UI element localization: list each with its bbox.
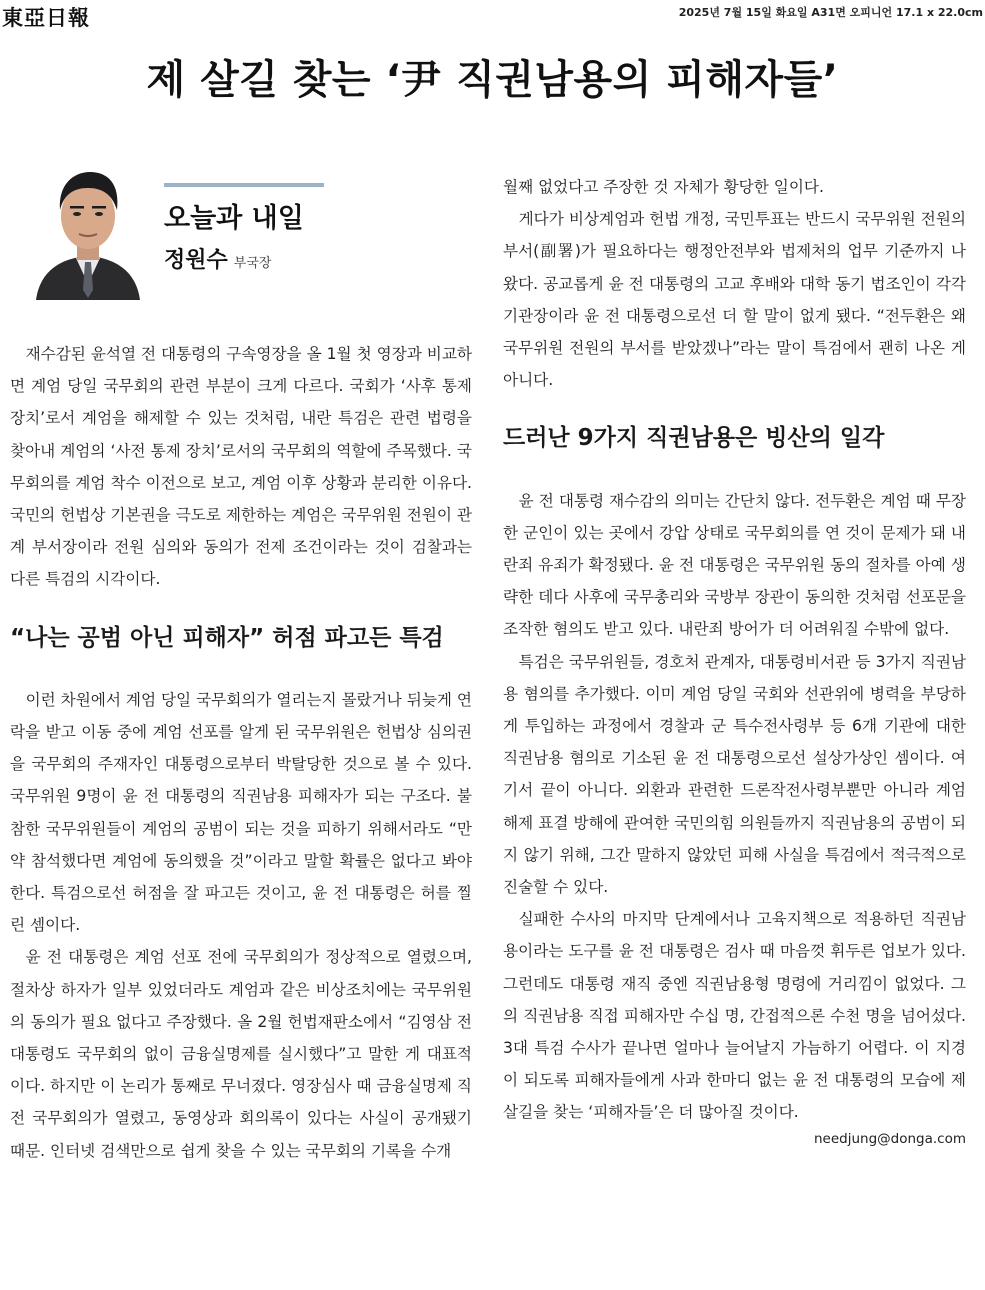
edition-info: 2025년 7월 15일 화요일 A31면 오피니언 17.1 x 22.0cm: [678, 6, 983, 19]
headline: 제 살길 찾는 ‘尹 직권남용의 피해자들’: [146, 57, 839, 103]
column-rule: [164, 183, 324, 187]
paragraph: 월째 없었다고 주장한 것 자체가 황당한 일이다.: [503, 178, 824, 196]
paragraph: 실패한 수사의 마지막 단계에서나 고육지책으로 적용하던 직권남용이라는 도구를 윤 전 대통령은 검사 때 마음껏 휘두른 업보가 있다. 그런데도 대통령 재직 중엔 직권남용형 명령에 거리낌이 없었다. 그의 직권남용 직접 피해자만 수십 명, 간접적으론 수천 명을 넘어섰다. 3대 특검 수사가 끝나면 얼마나 늘어날지 가늠하기 어렵다. 이 지경이 되도록 피해자들에게 사과 한마디 없는 윤 전 대통령의 모습에 제 살길을 찾는 ‘피해자들’은 더 많아질 것이다.: [503, 910, 966, 1122]
subheading: “나는 공범 아닌 피해자” 허점 파고든 특검: [10, 624, 444, 651]
paragraph: 이런 차원에서 계엄 당일 국무회의가 열리는지 몰랐거나 뒤늦게 연락을 받고 이동 중에 계엄 선포를 알게 된 국무위원은 헌법상 심의권을 국무회의 주재자인 대통령으로부터 박탈당한 것으로 볼 수 있다. 국무위원 9명이 윤 전 대통령의 직권남용 피해자가 되는 구조다. 불참한 국무위원들이 계엄의 공범이 되는 것을 피하기 위해서라도 “만약 참석했다면 계엄에 동의했을 것”이라고 말할 확률은 없다고 봐야 한다. 특검으로선 허점을 잘 파고든 것이고, 윤 전 대통령은 허를 찔린 셈이다.: [10, 690, 472, 935]
portrait-image: [32, 158, 144, 300]
paragraph: 재수감된 윤석열 전 대통령의 구속영장을 올 1월 첫 영장과 비교하면 계엄 당일 국무회의 관련 부분이 크게 다르다. 국회가 ‘사후 통제 장치’로서 계엄을 해제할 수 있는 것처럼, 내란 특검은 관련 법령을 찾아내 계엄의 ‘사전 통제 장치’로서의 국무회의 역할에 주목했다. 국무회의를 계엄 착수 이전으로 보고, 계엄 이후 상황과 분리한 이유다. 국민의 헌법상 기본권을 극도로 제한하는 계엄은 국무위원 전원이 관계 부서장이라 전원 심의와 동의가 전제 조건이라는 것이 검찰과는 다른 특검의 시각이다.: [10, 345, 472, 589]
paragraph: 게다가 비상계엄과 헌법 개정, 국민투표는 반드시 국무위원 전원의 부서(副署)가 필요하다는 행정안전부와 법제처의 업무 기준까지 나왔다. 공교롭게 윤 전 대통령의 고교 후배와 대학 동기 법조인이 각각 기관장이라 윤 전 대통령으로선 더 할 말이 없게 됐다. “전두환은 왜 국무위원 전원의 부서를 받았겠나”라는 말이 특검에서 괜히 나온 게 아니다.: [503, 210, 966, 390]
paragraph: 윤 전 대통령 재수감의 의미는 간단치 않다. 전두환은 계엄 때 무장한 군인이 있는 곳에서 강압 상태로 국무회의를 연 것이 문제가 돼 내란죄 유죄가 확정됐다. 윤 전 대통령은 국무위원 동의 절차를 아예 생략한 데다 사후에 국무총리와 국방부 장관이 동의한 것처럼 선포문을 조작한 혐의도 받고 있다. 내란죄 방어가 더 어려워질 수밖에 없다.: [503, 491, 966, 639]
author-portrait: [32, 158, 144, 300]
newspaper-masthead: 東亞日報: [2, 5, 90, 30]
paragraph: 특검은 국무위원들, 경호처 관계자, 대통령비서관 등 3가지 직권남용 혐의를 추가했다. 이미 계엄 당일 국회와 선관위에 병력을 부당하게 투입하는 과정에서 경찰과 군 특수전사령부 등 6개 기관에 대한 직권남용 혐의로 기소된 윤 전 대통령으로선 설상가상인 셈이다. 여기서 끝이 아니다. 외환과 관련한 드론작전사령부뿐만 아니라 계엄 해제 표결 방해에 관여한 국민의힘 의원들까지 직권남용의 공범이 되지 않기 위해, 그간 말하지 않았던 피해 사실을 특검에서 적극적으로 진술할 수 있다.: [503, 652, 966, 897]
author-title: 부국장: [233, 256, 272, 271]
author-byline: [164, 243, 271, 274]
paragraph: 윤 전 대통령은 계엄 선포 전에 국무회의가 정상적으로 열렸으며, 절차상 하자가 일부 있었더라도 계엄과 같은 비상조치에는 국무위원의 동의가 필요 없다고 주장했다. 올 2월 헌법재판소에서 “김영삼 전 대통령도 국무회의 없이 금융실명제를 실시했다”고 말한 게 대표적이다. 하지만 이 논리가 통째로 무너졌다. 영장심사 때 금융실명제 직전 국무회의가 열렸고, 동영상과 회의록이 있다는 사실이 공개됐기 때문. 인터넷 검색만으로 쉽게 찾을 수 있는 국무회의 기록을 수개: [10, 948, 472, 1160]
author-email: needjung@donga.com: [813, 1130, 966, 1147]
column-name: 오늘과 내일: [164, 203, 304, 234]
right-column: [503, 171, 966, 1149]
subheading: 드러난 9가지 직권남용은 빙산의 일각: [503, 425, 885, 452]
left-column: [10, 338, 472, 1167]
top-bar: [0, 0, 985, 30]
author-name: 정원수: [164, 248, 228, 273]
